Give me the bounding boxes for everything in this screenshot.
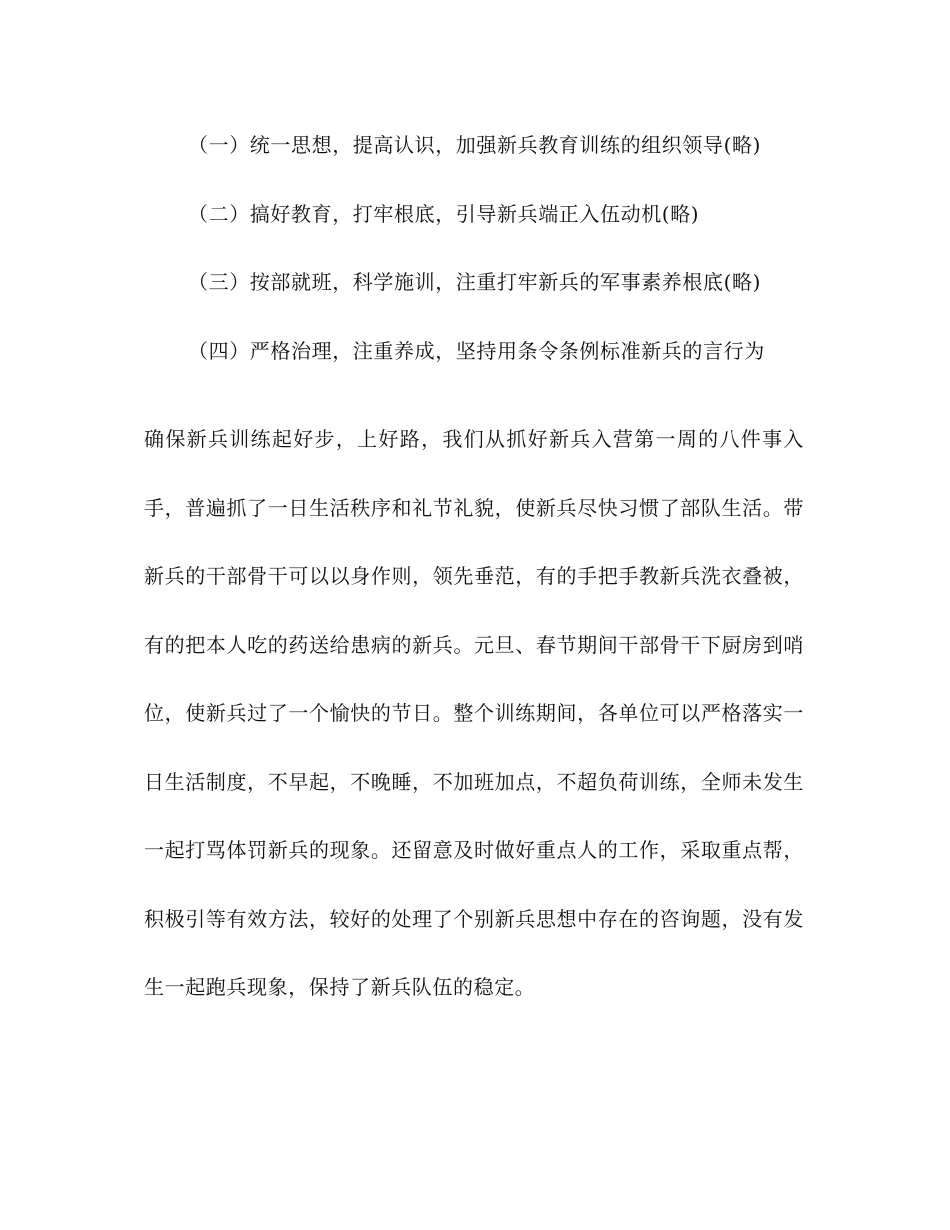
section-heading-1: （一）统一思想，提高认识，加强新兵教育训练的组织领导(略) [188,133,762,157]
section-heading-3: （三）按部就班，科学施训，注重打牢新兵的军事素养根底(略) [188,270,762,294]
section-heading-4: （四）严格治理，注重养成，坚持用条令条例标准新兵的言行为 [188,338,765,363]
body-paragraph: 确保新兵训练起好步，上好路，我们从抓好新兵入营第一周的八件事入手，普遍抓了一日生活秩序和礼节礼貌，使新兵尽快习惯了部队生活。带新兵的干部骨干可以以身作则，领先垂范，有的手把手教新兵洗衣叠被，有的把本人吃的药送给患病的新兵。元旦、春节期间干部骨干下厨房到哨位，使新兵过了一个愉快的节日。整个训练期间，各单位可以严格落实一日生活制度，不早起，不晚睡，不加班加点，不超负荷训练，全师未发生一起打骂体罚新兵的现象。还留意及时做好重点人的工作，采取重点帮，积极引等有效方法，较好的处理了个别新兵思想中存在的咨询题，没有发生一起跑兵现象，保持了新兵队伍的稳定。 [144,427,804,999]
section-heading-2: （二）搞好教育，打牢根底，引导新兵端正入伍动机(略) [188,201,700,226]
document-content [144,111,804,1042]
